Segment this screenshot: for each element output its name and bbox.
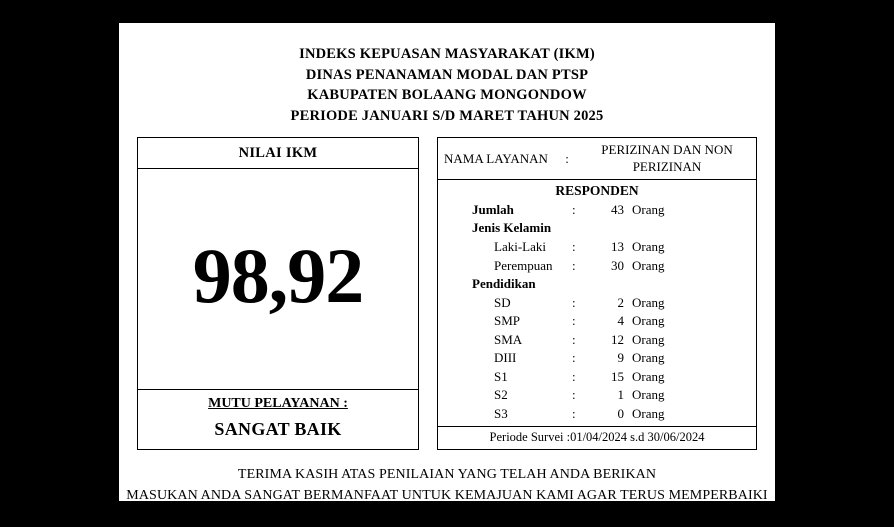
jumlah-value: 43 — [611, 201, 624, 217]
pendidikan-sd-value: 2 — [617, 294, 624, 310]
laki-laki-label: Laki-Laki — [494, 239, 546, 255]
laki-laki-colon: : — [572, 239, 576, 255]
jumlah-colon: : — [572, 201, 576, 217]
pendidikan-diii-label: DIII — [494, 350, 517, 366]
pendidikan-diii-colon: : — [572, 350, 576, 366]
jenis-kelamin-row — [444, 257, 750, 275]
report-body — [119, 126, 775, 450]
pendidikan-row — [444, 312, 750, 330]
header-title-line-2: DINAS PENANAMAN MODAL DAN PTSP — [305, 66, 589, 83]
periode-survei: Periode Survei :01/04/2024 s.d 30/06/2024 — [438, 426, 756, 449]
perempuan-value: 30 — [611, 257, 624, 273]
nama-layanan-label: NAMA LAYANAN — [444, 150, 548, 166]
pendidikan-sma-value: 12 — [611, 331, 624, 347]
pendidikan-s3-unit: Orang — [632, 405, 665, 421]
pendidikan-diii-value: 9 — [617, 350, 624, 366]
nama-layanan-value: PERIZINAN DAN NON PERIZINAN — [601, 142, 733, 174]
ikm-report-page — [119, 23, 775, 525]
pendidikan-smp-unit: Orang — [632, 313, 665, 329]
pendidikan-row — [444, 331, 750, 349]
pendidikan-s1-colon: : — [572, 368, 576, 384]
pendidikan-s1-label: S1 — [494, 368, 508, 384]
responden-panel — [437, 137, 757, 450]
responden-jumlah-row — [444, 201, 750, 219]
jenis-kelamin-row — [444, 238, 750, 256]
pendidikan-s2-colon: : — [572, 387, 576, 403]
mutu-pelayanan-label: MUTU PELAYANAN : — [208, 396, 348, 412]
pendidikan-s2-value: 1 — [617, 387, 624, 403]
nilai-ikm-title: NILAI IKM — [138, 138, 418, 169]
pendidikan-s3-colon: : — [572, 405, 576, 421]
nilai-ikm-panel — [137, 137, 419, 450]
pendidikan-row — [444, 368, 750, 386]
perempuan-unit: Orang — [632, 257, 665, 273]
pendidikan-sd-label: SD — [494, 294, 511, 310]
pendidikan-s1-value: 15 — [611, 368, 624, 384]
footer-line-3: DAN MENINGKATKAN KUALITAS PELAYANAN BAGI MASYARAKAT — [223, 509, 671, 525]
pendidikan-heading: Pendidikan — [472, 276, 536, 292]
pendidikan-smp-label: SMP — [494, 313, 521, 329]
pendidikan-smp-colon: : — [572, 313, 576, 329]
header-title-line-1: INDEKS KEPUASAN MASYARAKAT (IKM) — [299, 46, 595, 62]
mutu-pelayanan-value: SANGAT BAIK — [214, 419, 342, 440]
pendidikan-s3-value: 0 — [617, 405, 624, 421]
pendidikan-s1-unit: Orang — [632, 368, 665, 384]
pendidikan-row — [444, 294, 750, 312]
responden-title: RESPONDEN — [555, 182, 639, 198]
nama-layanan-colon: : — [565, 150, 569, 166]
pendidikan-smp-value: 4 — [617, 313, 624, 329]
footer-line-1: TERIMA KASIH ATAS PENILAIAN YANG TELAH ANDA BERIKAN — [237, 467, 657, 483]
header-title-line-4: PERIODE JANUARI S/D MARET TAHUN 2025 — [290, 107, 604, 124]
pendidikan-s2-label: S2 — [494, 387, 508, 403]
header-title-line-3: KABUPATEN BOLAANG MONGONDOW — [307, 87, 587, 104]
pendidikan-sma-colon: : — [572, 331, 576, 347]
pendidikan-s2-unit: Orang — [632, 387, 665, 403]
footer-line-2: MASUKAN ANDA SANGAT BERMANFAAT UNTUK KEMAJUAN KAMI AGAR TERUS MEMPERBAIKI — [126, 488, 768, 504]
pendidikan-diii-unit: Orang — [632, 350, 665, 366]
perempuan-colon: : — [572, 257, 576, 273]
jenis-kelamin-heading: Jenis Kelamin — [472, 220, 552, 236]
pendidikan-row — [444, 349, 750, 367]
nilai-ikm-value: 98,92 — [192, 232, 364, 320]
mutu-pelayanan-box — [138, 389, 418, 449]
pendidikan-row — [444, 405, 750, 423]
pendidikan-sma-unit: Orang — [632, 331, 665, 347]
responden-rows — [438, 201, 756, 423]
report-header — [119, 23, 775, 126]
laki-laki-value: 13 — [611, 239, 624, 255]
pendidikan-row — [444, 386, 750, 404]
jumlah-unit: Orang — [632, 201, 665, 217]
pendidikan-sma-label: SMA — [494, 331, 523, 347]
pendidikan-s3-label: S3 — [494, 405, 508, 421]
perempuan-label: Perempuan — [494, 257, 553, 273]
laki-laki-unit: Orang — [632, 239, 665, 255]
jumlah-label: Jumlah — [472, 201, 514, 217]
nama-layanan-row — [438, 138, 756, 180]
report-footer — [119, 450, 775, 527]
pendidikan-sd-colon: : — [572, 294, 576, 310]
pendidikan-sd-unit: Orang — [632, 294, 665, 310]
